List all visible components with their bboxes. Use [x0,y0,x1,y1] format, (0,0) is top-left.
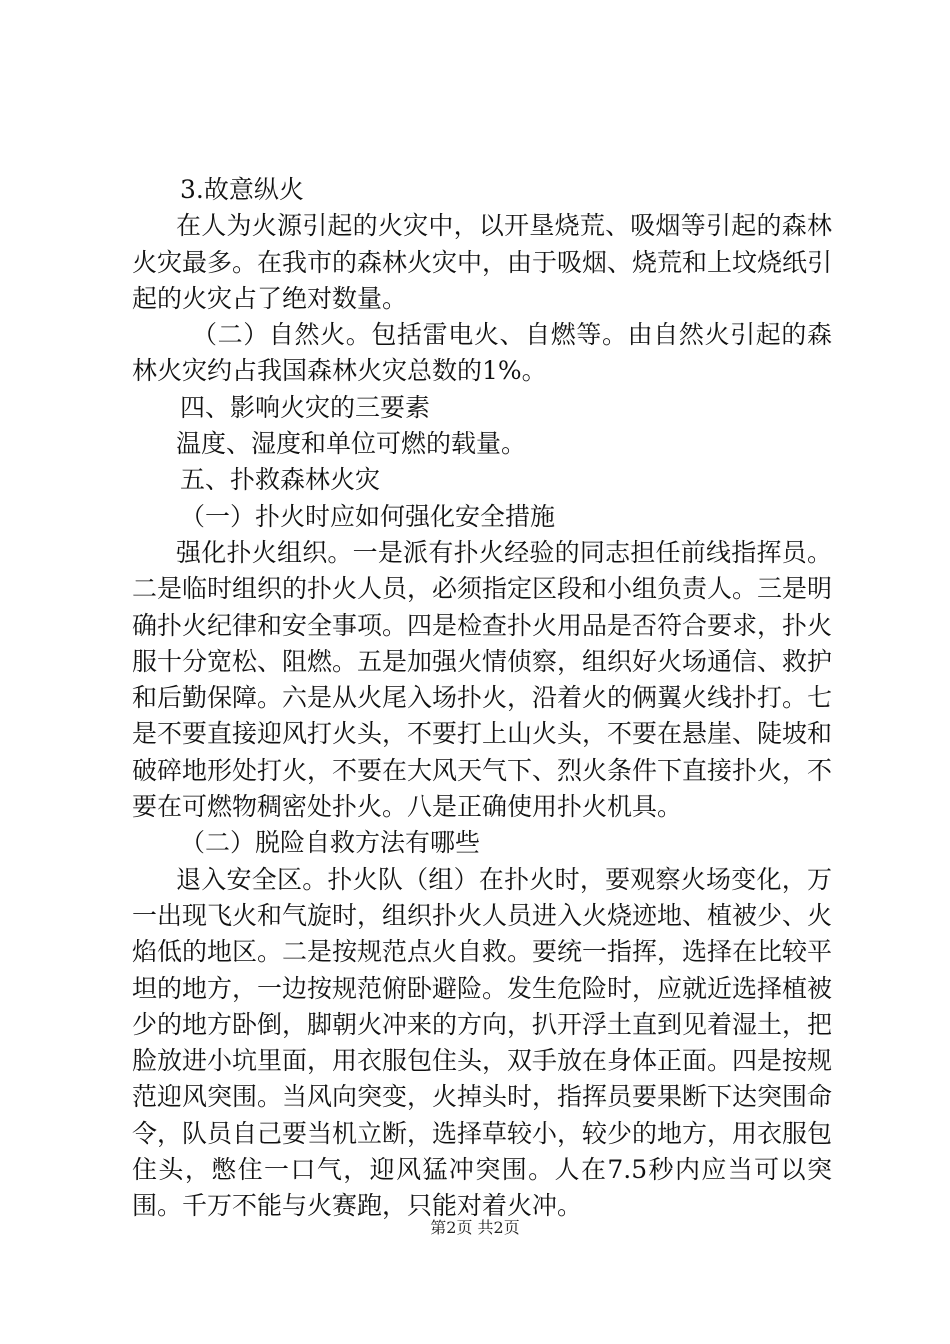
subheading-self-rescue: （二）脱险自救方法有哪些 [180,828,481,858]
paragraph-three-factors: 温度、湿度和单位可燃的载量。 [176,429,527,459]
paragraph-natural-fire: （二）自然火。包括雷电火、自燃等。由自然火引起的森林火灾约占我国森林火灾总数的1%。 [132,320,832,386]
page-number-footer: 第2页 共2页 [430,1218,520,1237]
paragraph-human-fire-sources: 在人为火源引起的火灾中，以开垦烧荒、吸烟等引起的森林火灾最多。在我市的森林火灾中，由于吸烟、烧荒和上坟烧纸引起的火灾占了绝对数量。 [132,211,833,313]
section-heading-fire-fighting: 五、扑救森林火灾 [180,465,381,495]
paragraph-self-rescue: 退入安全区。扑火队（组）在扑火时，要观察火场变化，万一出现飞火和气旋时，组织扑火人员进入火烧迹地、植被少、火焰低的地区。二是按规范点火自救。要统一指挥，选择在比较平坦的地方，一边按规范俯卧避险。发生危险时，应就近选择植被少的地方卧倒，脚朝火冲来的方向，扒开浮土直到见着湿土，把脸放进小坑里面，用衣服包住头，双手放在身体正面。四是按规范迎风突围。当风向突变，火掉头时，指挥员要果断下达突围命令，队员自己要当机立断，选择草较小，较少的地方，用衣服包住头，憋住一口气，迎风猛冲突围。人在7.5秒内应当可以突围。千万不能与火赛跑，只能对着火冲。 [132,864,833,1221]
section-heading-three-factors: 四、影响火灾的三要素 [180,392,431,422]
paragraph-safety-measures: 强化扑火组织。一是派有扑火经验的同志担任前线指挥员。二是临时组织的扑火人员，必须指定区段和小组负责人。三是明确扑火纪律和安全事项。四是检查扑火用品是否符合要求，扑火服十分宽松、阻燃。五是加强火情侦察，组织好火场通信、救护和后勤保障。六是从火尾入场扑火，沿着火的俩翼火线扑打。七是不要直接迎风打火头，不要打上山火头，不要在悬崖、陡坡和破碎地形处打火，不要在大风天气下、烈火条件下直接扑火，不要在可燃物稠密处扑火。八是正确使用扑火机具。 [132,537,833,822]
subheading-safety-measures: （一）扑火时应如何强化安全措施 [180,501,556,531]
document-body [132,172,832,1225]
paragraph-heading-intentional-arson: 3.故意纵火 [180,175,304,204]
